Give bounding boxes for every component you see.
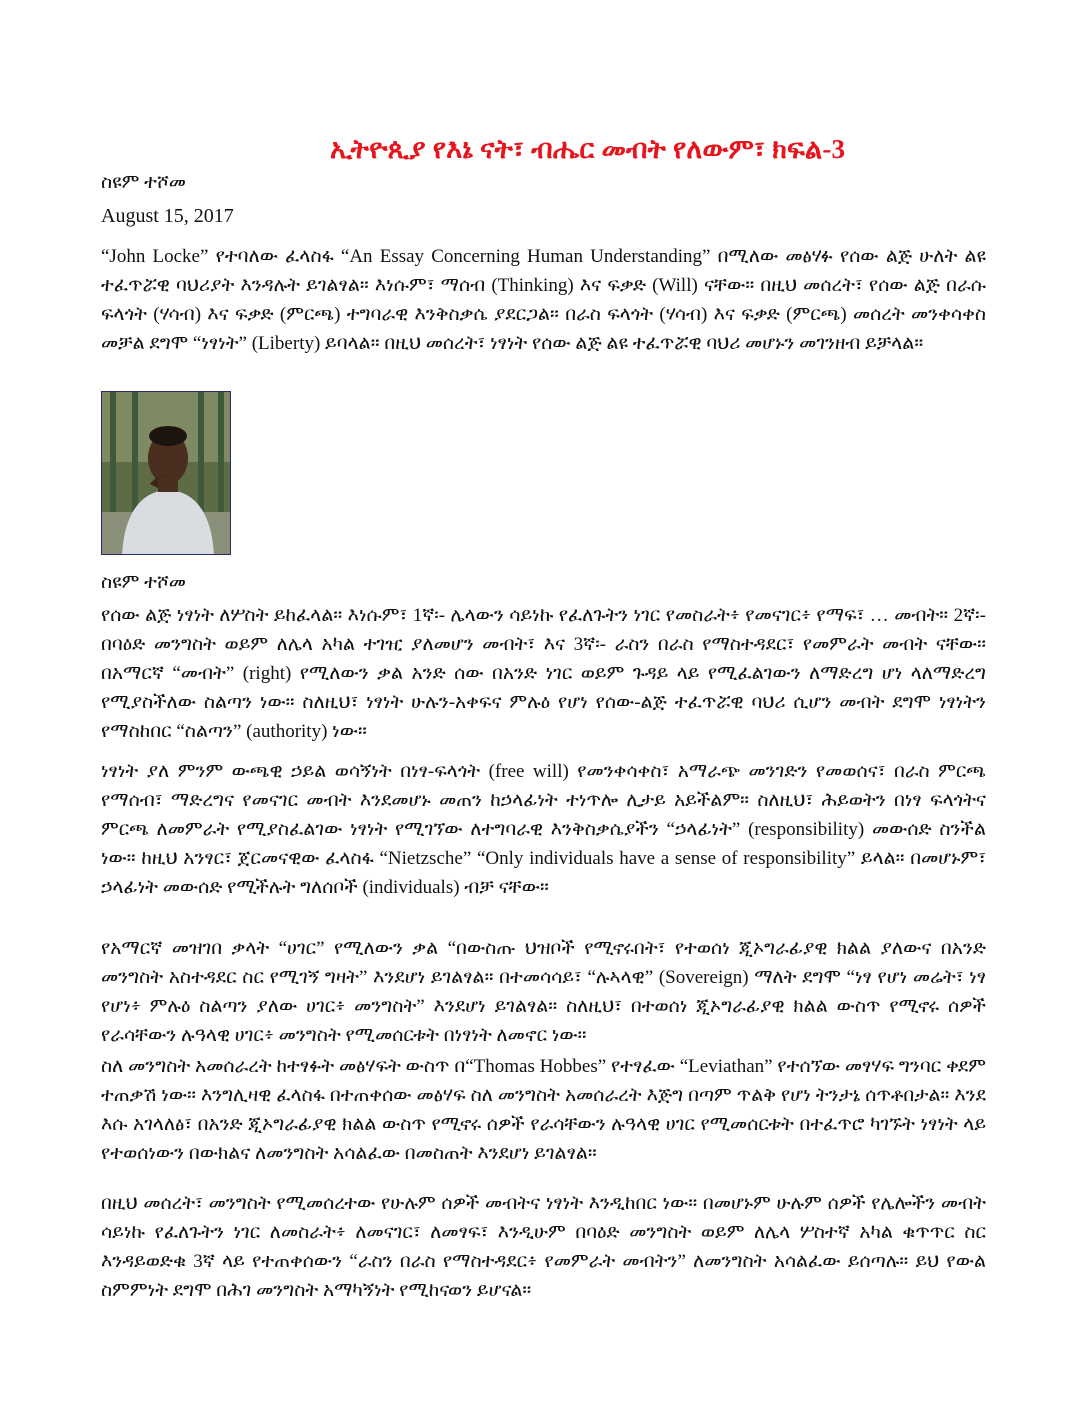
paragraph-6: በዚህ መሰረት፣ መንግስት የሚመሰረተው የሁሉም ሰዎች መብትና ነፃነት እንዲከበር ነው። በመሆኑም ሁሉም ሰዎች የሌሎችን መብት ሳይነኩ የፈለጉትን ነገር ለመስራት፥ ለመናገር፣ ለመፃፍ፣ እንዲሁም በባዕድ መንግስት ወይም ለሌላ ሦስተኛ አካል ቁጥጥር ስር እንዳይወድቁ 3ኛ ላይ የተጠቀሰውን “ራስን በራስ የማስተዳደር፥ የመምራት መብትን” ለመንግስት አሳልፈው ይሰጣሉ። ይህ የውል ስምምነት ደግሞ በሕገ መንግስት አማካኝነት የሚከናወን ይሆናል። [101, 1193, 986, 1301]
photo-caption: ስዩም ተሾመ [101, 572, 186, 593]
paragraph-4: የአማርኛ መዝገበ ቃላት “ሀገር” የሚለውን ቃል “በውስጡ ህዝቦች የሚኖሩበት፣ የተወሰነ ጂኦግራፊያዊ ክልል ያለውና በአንድ መንግስት አስተዳደር ስር የሚገኝ ግዛት” እንደሆነ ይገልፃል። በተመሳሳይ፣ “ሉኣላዊ” (Sovereign) ማለት ደግሞ “ነፃ የሆነ መሬት፣ ነፃ የሆነ፥ ምሉዕ ስልጣን ያለው ሀገር፥ መንግስት” እንደሆነ ይገልፃል። ስለዚህ፣ በተወሰነ ጂኦግራፊያዊ ክልል ውስጥ የሚኖሩ ሰዎች የራሳቸውን ሉዓላዊ ሀገር፥ መንግስት የሚመሰርቱት በነፃነት ለመኖር ነው። [101, 938, 986, 1046]
paragraph-3: ነፃነት ያለ ምንም ውጫዊ ኃይል ወሳኝነት በነፃ-ፍላጎት (free will) የመንቀሳቀስ፣ አማራጭ መንገድን የመወሰና፣ በራስ ምርጫ የማሰብ፣ ማድረግና የመናገር መብት እንደመሆኑ መጠን ከኃላፊነት ተነጥሎ ሊታይ አይችልም። ስለዚህ፣ ሕይወትን በነፃ ፍላጎትና ምርጫ ለመምራት የሚያስፈልገው ነፃነት የሚገኘው ለተግባራዊ እንቅስቃሴያችን “ኃላፊነት” (responsibility) መውሰድ ስንችል ነው። ከዚህ አንፃር፣ ጀርመናዊው ፈላስፋ “Nietzsche” “Only individuals have a sense of responsibility” ይላል። በመሆኑም፣ ኃላፊነት መውሰድ የሚችሉት ግለሰቦች (individuals) ብቻ ናቸው። [101, 761, 986, 898]
paragraph-2: የሰው ልጅ ነፃነት ለሦስት ይከፈላል። እነሱም፣ 1ኛ፡- ሌላውን ሳይነኩ የፈለጉትን ነገር የመስራት፥ የመናገር፥ የማፍ፣ … መብት። 2ኛ፡- በባዕድ መንግስት ወይም ለሌላ አካል ተገዢ ያለመሆን መብት፣ እና 3ኛ፡- ራስን በራስ የማስተዳደር፣ የመምራት መብት ናቸው። በአማርኛ “መብት” (right) የሚለውን ቃል አንድ ሰው በአንድ ነገር ወይም ጉዳይ ላይ የሚፈልገውን ለማድረግ ሆነ ላለማድረግ የሚያስችለው ስልጣን ነው። ስለዚህ፣ ነፃነት ሁሉን-አቀፍና ምሉዕ የሆነ የሰው-ልጅ ተፈጥሯዊ ባህሪ ሲሆን መብት ደግሞ ነፃነትን የማስከበር “ስልጣን” (authority) ነው። [101, 605, 986, 742]
paragraph-5: ስለ መንግስት አመሰራረት ከተፃፉት መፅሃፍት ውስጥ በ“Thomas Hobbes” የተፃፈው “Leviathan” የተሰኘው መፃሃፍ ግንባር ቀደም ተጠቃሽ ነው። እንግሊዛዊ ፈላስፋ በተጠቀሰው መፅሃፍ ስለ መንግስት አመሰራረት እጅግ በጣም ጥልቅ የሆነ ትንታኔ ሰጥቶበታል። እንደ እሱ አገላለፅ፣ በአንድ ጂኦግራፊያዊ ክልል ውስጥ የሚኖሩ ሰዎች የራሳቸውን ሉዓላዊ ሀገር የሚመሰርቱት በተፈጥሮ ካገኙት ነፃነት ላይ የተወሰነውን በውክልና ለመንግስት አሳልፈው በመስጠት እንደሆነ ይገልፃል። [101, 1056, 986, 1164]
author-name: ስዩም ተሾመ [101, 172, 186, 193]
paragraph-1: “John Locke” የተባለው ፈላስፋ “An Essay Concerning Human Understanding” በሚለው መፅሃፉ የሰው ልጅ ሁለት ልዩ ተፈጥሯዊ ባህሪያት እንዳሉት ይገልፃል። እነሱም፣ ማሰብ (Thinking) እና ፍቃድ (Will) ናቸው። በዚህ መሰረት፣ የሰው ልጅ በራሱ ፍላጎት (ሃሳብ) እና ፍቃድ (ምርጫ) ተግባራዊ እንቅስቃሴ ያደርጋል። በራስ ፍላጎት (ሃሳብ) እና ፍቃድ (ምርጫ) መሰረት መንቀሳቀስ መቻል ደግሞ “ነፃነት” (Liberty) ይባላል። በዚህ መሰረት፣ ነፃነት የሰው ልጅ ልዩ ተፈጥሯዊ ባህሪ መሆኑን መገንዘብ ይቻላል። [101, 246, 986, 354]
publish-date: August 15, 2017 [101, 205, 234, 227]
article-title: ኢትዮጲያ የእኔ ናት፣ ብሔር መብት የለውም፣ ክፍል-3 [330, 134, 846, 164]
author-photo [101, 391, 231, 555]
